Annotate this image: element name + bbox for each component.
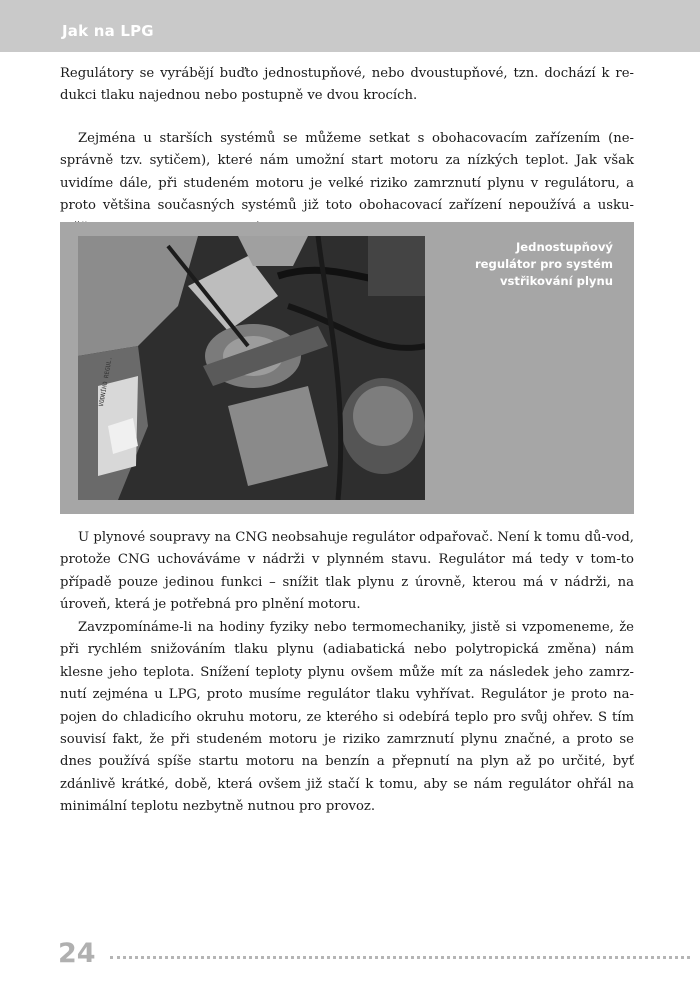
- footer-dotted-rule: [110, 956, 690, 959]
- body-paragraph-4: Zavzpomínáme-li na hodiny fyziky nebo termomechaniky, jistě si vzpomeneme, že při rychlém snižováním tlaku plynu (adiabatická nebo polytropická změna) nám klesne jeho teplota. Snížení teploty plynu ovšem může mít za následek jeho zamrz-nutí zejména u LPG, proto musíme regulátor tlaku vyhřívat. Regulátor je proto na-pojen do chladicího okruhu motoru, ze kterého si odebírá teplo pro svůj ohřev. S tím souvisí fakt, že při studeném motoru je riziko zamrznutí plynu značné, a proto se dnes používá spíše startu motoru na benzín a přepnutí na plyn až po určité, byť zdánlivě krátké, době, která ovšem již stačí k tomu, aby se nám regulátor ohřál na minimální teplotu nezbytně nutnou pro provoz.: [60, 620, 634, 815]
- engine-regulator-photo: [78, 236, 425, 500]
- photo-illustration: [78, 236, 425, 500]
- photo-label-text: VODNÍHO REGUL.: [98, 356, 114, 408]
- figure-caption: [435, 239, 613, 290]
- caption-line-3: vstřikování plynu: [499, 274, 613, 288]
- page-number: 24: [58, 938, 96, 969]
- body-paragraph-3: U plynové soupravy na CNG neobsahuje regulátor odpařovač. Není k tomu dů-vod, protože CNG uchováváme v nádrži v plynném stavu. Regulátor má tedy v tom-to případě pouze jedinou funkci – snížit tlak plynu z úrovně, kterou má v nádrži, na úroveň, která je potřebná pro plnění motoru.: [60, 530, 634, 613]
- chapter-title: Jak na LPG: [62, 22, 154, 40]
- figure: [60, 222, 634, 514]
- body-paragraph-2: Zejména u starších systémů se můžeme setkat s obohacovacím zařízením (ne-správně tzv. sytičem), které nám umožní start motoru za nízkých teplot. Jak však uvidíme dále, při studeném motoru je velké riziko zamrznutí plynu v regulátoru, a proto většina současných systémů již toto obohacovací zařízení nepoužívá a usku-: [60, 131, 634, 214]
- body-paragraph-1: Regulátory se vyrábějí buďto jednostupňové, nebo dvoustupňové, tzn. dochází k re-dukci tlaku najednou nebo postupně ve dvou krocích.: [60, 66, 634, 104]
- caption-line-1: Jednostupňový: [515, 240, 613, 254]
- caption-line-2: regulátor pro systém: [474, 257, 613, 271]
- running-header: [0, 0, 700, 52]
